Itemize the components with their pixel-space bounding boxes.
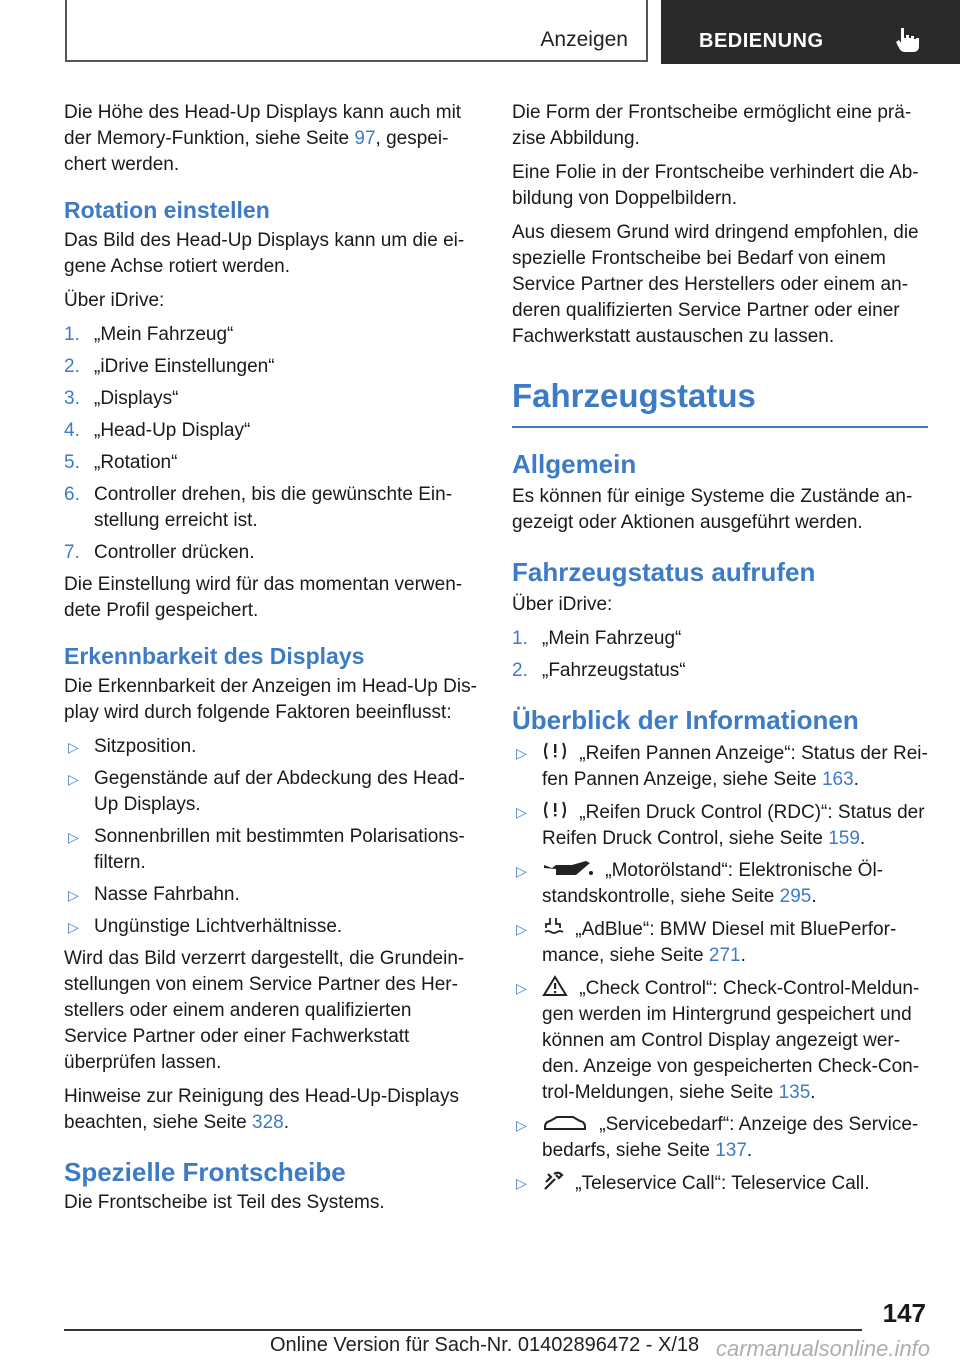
rotation-steps: [64, 322, 480, 566]
cleaning-text: Hinweise zur Reinigung des Head-Up-Displays beachten, siehe Seite 328.: [64, 1086, 459, 1133]
overview-heading: Überblick der Informationen: [512, 705, 859, 735]
bullet-triangle-icon: ▷: [516, 804, 527, 820]
memory-paragraph: Die Höhe des Head-Up Displays kann auch mit der Memory-Funktion, siehe Seite 97, gespeichert werden.: [64, 102, 462, 175]
page-ref-159[interactable]: 159: [828, 828, 860, 849]
call-idrive-label: Über iDrive:: [512, 594, 613, 615]
rotation-after-text: Die Einstellung wird für das momentan verwendete Profil gespeichert.: [64, 574, 463, 621]
bullet-triangle-icon: ▷: [516, 1117, 527, 1133]
page-ref-328[interactable]: 328: [252, 1112, 284, 1133]
visibility-factors: [64, 734, 480, 940]
tire-warning-icon: [542, 740, 568, 762]
page-title: Fahrzeugstatus: [512, 376, 928, 428]
watermark: carmanualsonline.info: [715, 1336, 930, 1361]
pointing-hand-icon: [893, 26, 921, 54]
header-section-box: [65, 0, 648, 62]
bullet-triangle-icon: ▷: [68, 919, 79, 935]
oil-can-icon: [542, 859, 594, 879]
left-column: [64, 100, 480, 1224]
bullet-triangle-icon: ▷: [516, 1175, 527, 1191]
warning-triangle-icon: [542, 975, 568, 997]
bullet-triangle-icon: ▷: [516, 863, 527, 879]
list-item: 3. „Displays“: [64, 388, 179, 409]
page-ref-295[interactable]: 295: [779, 886, 812, 907]
list-item: 4. „Head-Up Display“: [64, 420, 251, 441]
rotation-text: Das Bild des Head-Up Displays kann um die eigene Achse rotiert werden.: [64, 230, 465, 277]
footer-text: Online Version für Sach-Nr. 01402896472 - X/18: [270, 1334, 700, 1356]
list-item: 7. Controller drücken.: [64, 542, 255, 563]
list-item: ▷ Sonnenbrillen mit bestimmten Polarisationsfiltern.: [68, 826, 465, 873]
page-ref-163[interactable]: 163: [821, 769, 854, 790]
list-item: ▷ „Check Control“: Check-Control-Meldungen werden im Hintergrund gespeichert und können am Control Display angezeigt werden. Anzeige von gespeicherten Check-Control-Meldungen, siehe Seite 135.: [512, 975, 928, 1106]
general-text: Es können für einige Systeme die Zustände angezeigt oder Aktionen ausgeführt werden.: [512, 486, 913, 533]
list-item: ▷ „AdBlue“: BMW Diesel mit BluePerformance, siehe Seite 271.: [512, 916, 928, 969]
adblue-icon: [542, 916, 564, 938]
bullet-triangle-icon: ▷: [516, 921, 527, 937]
bullet-triangle-icon: ▷: [516, 980, 527, 996]
service-car-icon: [542, 1113, 588, 1133]
rotation-idrive-label: Über iDrive:: [64, 290, 165, 311]
header-chapter-title: BEDIENUNG: [699, 30, 824, 52]
windscreen-heading: Spezielle Frontscheibe: [64, 1157, 346, 1187]
header-chapter-box: [661, 0, 960, 64]
bullet-triangle-icon: ▷: [68, 771, 79, 787]
call-steps: [512, 626, 928, 684]
bullet-triangle-icon: ▷: [68, 829, 79, 845]
list-item: ▷ „Servicebedarf“: Anzeige des Servicebedarfs, siehe Seite 137.: [516, 1114, 919, 1161]
visibility-text: Die Erkennbarkeit der Anzeigen im Head-Up Display wird durch folgende Faktoren beeinflusst:: [64, 676, 477, 723]
list-item: ▷ Gegenstände auf der Abdeckung des Head-Up Displays.: [68, 768, 465, 815]
general-heading: Allgemein: [512, 449, 637, 479]
page-ref-135[interactable]: 135: [778, 1082, 811, 1103]
page-ref-271[interactable]: 271: [708, 945, 741, 966]
tire-pressure-icon: [542, 799, 568, 821]
list-item: ▷ „Teleservice Call“: Teleservice Call.: [512, 1170, 928, 1197]
right-column: [512, 100, 928, 1203]
overview-list: [512, 740, 928, 1197]
call-heading: Fahrzeugstatus aufrufen: [512, 557, 816, 587]
page-ref-97[interactable]: 97: [354, 128, 376, 149]
rotation-heading: Rotation einstellen: [64, 197, 270, 223]
list-item: ▷ Sitzposition.: [64, 734, 480, 760]
header-section-title: Anzeigen: [540, 28, 628, 51]
list-item: ▷ „Reifen Druck Control (RDC)“: Status der Reifen Druck Control, siehe Seite 159.: [512, 799, 928, 852]
bullet-triangle-icon: ▷: [68, 739, 79, 755]
list-item: ▷ „Motorölstand“: Elektronische Ölstandskontrolle, siehe Seite 295.: [516, 860, 883, 907]
list-item: ▷ „Reifen Pannen Anzeige“: Status der Reifen Pannen Anzeige, siehe Seite 163.: [512, 740, 928, 793]
wrench-icon: [542, 1170, 564, 1192]
page-header: [65, 0, 960, 64]
list-item: 5. „Rotation“: [64, 452, 178, 473]
list-item: 2. „iDrive Einstellungen“: [64, 356, 275, 377]
windscreen-p1: Die Form der Frontscheibe ermöglicht eine präzise Abbildung.: [512, 102, 912, 149]
distorted-text: Wird das Bild verzerrt dargestellt, die Grundeinstellungen von einem Service Partner des Herstellers oder einem anderen qualifizierten Service Partner oder einer Fachwerkstatt überprüfen lassen.: [64, 948, 465, 1073]
list-item: ▷ Nasse Fahrbahn.: [64, 882, 480, 908]
windscreen-p3: Aus diesem Grund wird dringend empfohlen, die spezielle Frontscheibe bei Bedarf von einem Service Partner des Herstellers oder einem anderen qualifizierten Service Partner oder einer Fachwerkstatt austauschen zu lassen.: [512, 222, 919, 347]
windscreen-text: Die Frontscheibe ist Teil des Systems.: [64, 1192, 385, 1213]
list-item: ▷ Ungünstige Lichtverhältnisse.: [64, 914, 480, 940]
windscreen-p2: Eine Folie in der Frontscheibe verhindert die Abbildung von Doppelbildern.: [512, 162, 919, 209]
footer-divider: [64, 1329, 862, 1331]
page-ref-137[interactable]: 137: [715, 1140, 747, 1161]
page-number: 147: [882, 1298, 926, 1328]
list-item: 1. „Mein Fahrzeug“: [64, 324, 234, 345]
list-item: 2. „Fahrzeugstatus“: [512, 660, 686, 681]
bullet-triangle-icon: ▷: [68, 887, 79, 903]
visibility-heading: Erkennbarkeit des Displays: [64, 643, 365, 669]
list-item: 6. Controller drehen, bis die gewünschte Einstellung erreicht ist.: [64, 484, 453, 531]
bullet-triangle-icon: ▷: [516, 745, 527, 761]
list-item: 1. „Mein Fahrzeug“: [512, 628, 682, 649]
